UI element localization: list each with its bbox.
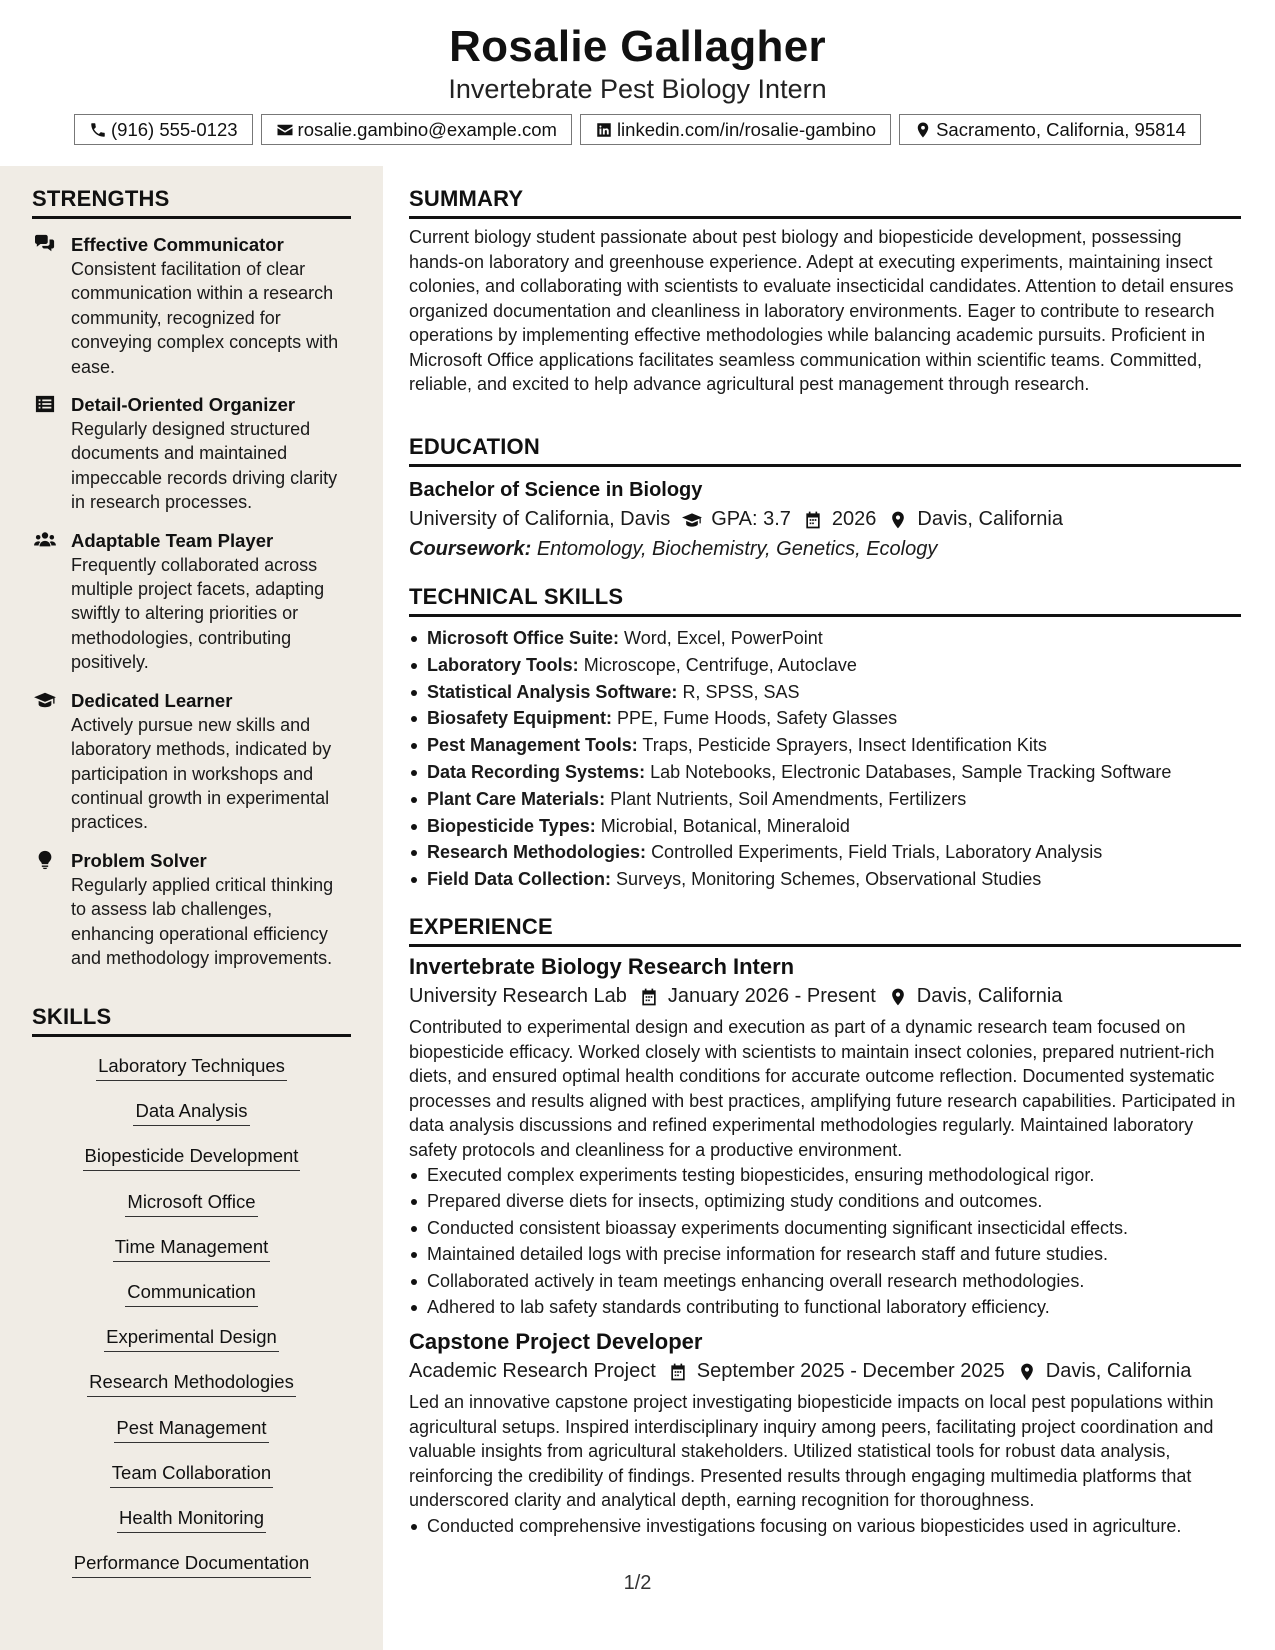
resume-header — [0, 0, 1275, 166]
skill-tag — [32, 1273, 351, 1318]
skill-label: Experimental Design — [104, 1326, 279, 1352]
skill-tag — [32, 1047, 351, 1092]
strength-title: Problem Solver — [71, 849, 207, 871]
skill-tag — [32, 1409, 351, 1454]
list-item: Conducted comprehensive investigations focusing on various biopesticides used in agriculture. — [409, 1513, 1241, 1539]
skill-tag — [32, 1137, 351, 1182]
skill-label: Team Collaboration — [110, 1462, 273, 1488]
strength-desc: Frequently collaborated across multiple project facets, adapting swiftly to altering priorities or methodologies, contributing positively. — [71, 554, 325, 673]
technical-skills-list — [409, 625, 1241, 893]
strength-item — [32, 848, 351, 971]
job-bullets — [409, 1162, 1241, 1320]
skill-category: Statistical Analysis Software: — [427, 681, 678, 702]
skill-label: Data Analysis — [133, 1100, 249, 1126]
skill-values: Word, Excel, PowerPoint — [624, 628, 823, 648]
list-item: Adhered to lab safety standards contributing to functional laboratory efficiency. — [409, 1294, 1241, 1320]
job-location: Davis, California — [1045, 1360, 1192, 1383]
list-item — [409, 786, 1241, 813]
strength-item — [32, 232, 351, 379]
strength-title: Adaptable Team Player — [71, 529, 274, 551]
skill-tag — [32, 1228, 351, 1273]
skill-values: Traps, Pesticide Sprayers, Insect Identification Kits — [642, 735, 1047, 756]
skill-label: Performance Documentation — [72, 1552, 311, 1578]
skill-tag — [32, 1183, 351, 1228]
list-item — [409, 679, 1241, 706]
skill-category: Laboratory Tools: — [427, 654, 579, 675]
job-entry — [409, 1329, 1241, 1539]
list-item — [409, 759, 1241, 786]
coursework — [409, 538, 1241, 561]
skill-values: PPE, Fume Hoods, Safety Glasses — [617, 708, 898, 729]
degree-name: Bachelor of Science in Biology — [409, 479, 703, 501]
skill-category: Pest Management Tools: — [427, 735, 638, 756]
skill-tag — [32, 1499, 351, 1544]
skill-list — [32, 1047, 351, 1589]
skill-label: Laboratory Techniques — [96, 1055, 287, 1081]
skill-values: R, SPSS, SAS — [682, 681, 800, 702]
page-number: 1/2 — [623, 1572, 652, 1594]
strength-title: Dedicated Learner — [71, 689, 233, 711]
education-meta — [409, 508, 1241, 531]
list-card-icon — [34, 394, 56, 414]
skills-title: SKILLS — [32, 1004, 351, 1037]
location-pin-icon — [1017, 1362, 1037, 1382]
job-dates: January 2026 - Present — [667, 985, 876, 1007]
skill-category: Biopesticide Types: — [427, 815, 596, 836]
skill-values: Controlled Experiments, Field Trials, Laboratory Analysis — [651, 842, 1103, 863]
contact-bar — [0, 114, 1275, 145]
education-title: EDUCATION — [409, 434, 1241, 467]
skill-values: Lab Notebooks, Electronic Databases, Sample Tracking Software — [650, 761, 1172, 782]
experience-section — [409, 914, 1241, 1539]
users-icon — [34, 530, 56, 550]
school-name: University of California, Davis — [409, 508, 671, 530]
job-org: Academic Research Project — [409, 1360, 656, 1383]
skill-label: Time Management — [113, 1236, 271, 1262]
coursework-list: Entomology, Biochemistry, Genetics, Ecology — [536, 538, 938, 560]
calendar-icon — [803, 510, 823, 530]
skill-category: Plant Care Materials: — [427, 788, 606, 809]
school-location: Davis, California — [917, 508, 1063, 530]
skill-category: Data Recording Systems: — [427, 761, 646, 782]
strength-item — [32, 528, 351, 675]
list-item — [409, 839, 1241, 866]
candidate-role: Invertebrate Pest Biology Intern — [448, 74, 827, 104]
list-item: Collaborated actively in team meetings enhancing overall research methodologies. — [409, 1268, 1241, 1294]
contact-linkedin-text: linkedin.com/in/rosalie-gambino — [616, 118, 877, 140]
list-item: Conducted consistent bioassay experiments documenting significant insecticidal effects. — [409, 1215, 1241, 1241]
job-entry — [409, 954, 1241, 1320]
contact-email-text: rosalie.gambino@example.com — [297, 118, 557, 140]
contact-location — [899, 114, 1201, 145]
list-item — [409, 813, 1241, 840]
list-item: Prepared diverse diets for insects, optimizing study conditions and outcomes. — [409, 1188, 1241, 1214]
strength-title: Effective Communicator — [71, 234, 284, 255]
skill-values: Microscope, Centrifuge, Autoclave — [583, 654, 857, 675]
contact-phone[interactable] — [74, 114, 253, 145]
skill-label: Biopesticide Development — [83, 1145, 301, 1171]
job-dates: September 2025 - December 2025 — [696, 1360, 1005, 1383]
linkedin-icon — [595, 121, 613, 139]
skill-tag — [32, 1363, 351, 1408]
strengths-section — [32, 186, 351, 970]
location-pin-icon — [888, 987, 908, 1007]
coursework-label: Coursework: — [409, 538, 532, 560]
list-item: Executed complex experiments testing biopesticides, ensuring methodological rigor. — [409, 1162, 1241, 1188]
summary-text: Current biology student passionate about pest biology and biopesticide development, possessing hands-on laboratory and greenhouse experience. Adept at executing experiments, maintaining insect colonies, and collaborating with scientists to evaluate insecticidal candidates. Attention to detail ensures organized documentation and cleanliness in laboratory environments. Eager to contribute to research operations by implementing effective methodologies while balancing academic pursuits. Proficient in Microsoft Office applications facilitates seamless communication within scientific teams. Committed, reliable, and excited to help advance agricultural pest management through research. — [409, 227, 1234, 394]
skill-label: Research Methodologies — [87, 1371, 296, 1397]
location-pin-icon — [914, 121, 932, 139]
skill-label: Microsoft Office — [125, 1191, 257, 1217]
gpa: GPA: 3.7 — [711, 508, 791, 530]
skill-category: Microsoft Office Suite: — [427, 628, 620, 648]
calendar-icon — [639, 987, 659, 1007]
list-item: Maintained detailed logs with precise information for research staff and future studies. — [409, 1241, 1241, 1267]
technical-skills-section — [409, 584, 1241, 893]
strength-title: Detail-Oriented Organizer — [71, 394, 296, 416]
list-item — [409, 652, 1241, 679]
chat-bubbles-icon — [34, 234, 56, 254]
job-title: Capstone Project Developer — [409, 1329, 703, 1355]
sidebar — [0, 166, 383, 1650]
strength-desc: Regularly designed structured documents and maintained impeccable records driving clarity in research processes. — [71, 419, 338, 513]
job-meta — [409, 985, 1241, 1008]
skill-category: Biosafety Equipment: — [427, 708, 613, 729]
summary-title: SUMMARY — [409, 186, 1241, 219]
contact-phone-text: (916) 555-0123 — [111, 118, 238, 140]
job-title: Invertebrate Biology Research Intern — [409, 954, 795, 979]
list-item — [409, 732, 1241, 759]
candidate-name: Rosalie Gallagher — [449, 22, 826, 71]
strength-desc: Consistent facilitation of clear communication within a research community, recognized for conveying complex concepts with ease. — [71, 259, 339, 377]
location-pin-icon — [888, 510, 908, 530]
phone-icon — [89, 121, 107, 139]
skill-category: Research Methodologies: — [427, 842, 647, 863]
skill-label: Health Monitoring — [117, 1507, 266, 1533]
graduation-year: 2026 — [831, 508, 877, 530]
technical-skills-title: TECHNICAL SKILLS — [409, 584, 1241, 617]
graduation-cap-icon — [682, 510, 702, 530]
skills-section — [32, 1004, 351, 1589]
skill-tag — [32, 1454, 351, 1499]
skill-tag — [32, 1318, 351, 1363]
job-meta — [409, 1360, 1241, 1383]
summary-section — [409, 186, 1241, 397]
job-org: University Research Lab — [409, 985, 627, 1007]
list-item — [409, 705, 1241, 732]
list-item — [409, 866, 1241, 893]
envelope-icon — [276, 121, 294, 139]
strengths-title: STRENGTHS — [32, 186, 351, 219]
lightbulb-icon — [34, 850, 56, 870]
skill-tag — [32, 1092, 351, 1137]
job-bullets — [409, 1513, 1241, 1539]
skill-values: Microbial, Botanical, Mineraloid — [600, 815, 850, 836]
graduation-cap-icon — [34, 690, 56, 710]
contact-location-text: Sacramento, California, 95814 — [936, 118, 1186, 140]
job-description: Led an innovative capstone project investigating biopesticide impacts on local pest populations within agricultural setups. Inspired interdisciplinary inquiry among peers, facilitating project coordination and valuable insights from agricultural stakeholders. Utilized statistical tools for robust data analysis, reinforcing the credibility of findings. Presented results through engaging multimedia platforms that underscored clarity and analytical depth, earning recognition for thoroughness. — [409, 1392, 1214, 1511]
contact-linkedin[interactable] — [580, 114, 891, 145]
strength-item — [32, 392, 351, 515]
skill-label: Pest Management — [114, 1417, 268, 1443]
strength-item — [32, 688, 351, 835]
skill-category: Field Data Collection: — [427, 869, 612, 890]
list-item — [409, 625, 1241, 652]
calendar-icon — [668, 1362, 688, 1382]
job-description: Contributed to experimental design and execution as part of a dynamic research team focused on biopesticide efficacy. Worked closely with scientists to maintain insect colonies, prepared nutrient-rich diets, and ensured optimal health conditions for accurate outcome reflection. Documented systematic processes and results aligned with best practices, amplifying future research capabilities. Participated in data analysis discussions and refined experimental methodologies regularly. Maintained laboratory safety protocols and cleanliness for a productive environment. — [409, 1017, 1236, 1160]
skill-values: Surveys, Monitoring Schemes, Observational Studies — [616, 869, 1042, 890]
job-location: Davis, California — [916, 985, 1063, 1007]
contact-email[interactable] — [261, 114, 572, 145]
skill-label: Communication — [125, 1281, 258, 1307]
strength-desc: Regularly applied critical thinking to assess lab challenges, enhancing operational efficiency and methodology improvements. — [71, 874, 334, 968]
experience-title: EXPERIENCE — [409, 914, 1241, 947]
skill-values: Plant Nutrients, Soil Amendments, Fertilizers — [610, 788, 967, 809]
strength-desc: Actively pursue new skills and laboratory methods, indicated by participation in workshops and continual growth in experimental practices. — [71, 714, 332, 833]
education-section — [409, 434, 1241, 561]
